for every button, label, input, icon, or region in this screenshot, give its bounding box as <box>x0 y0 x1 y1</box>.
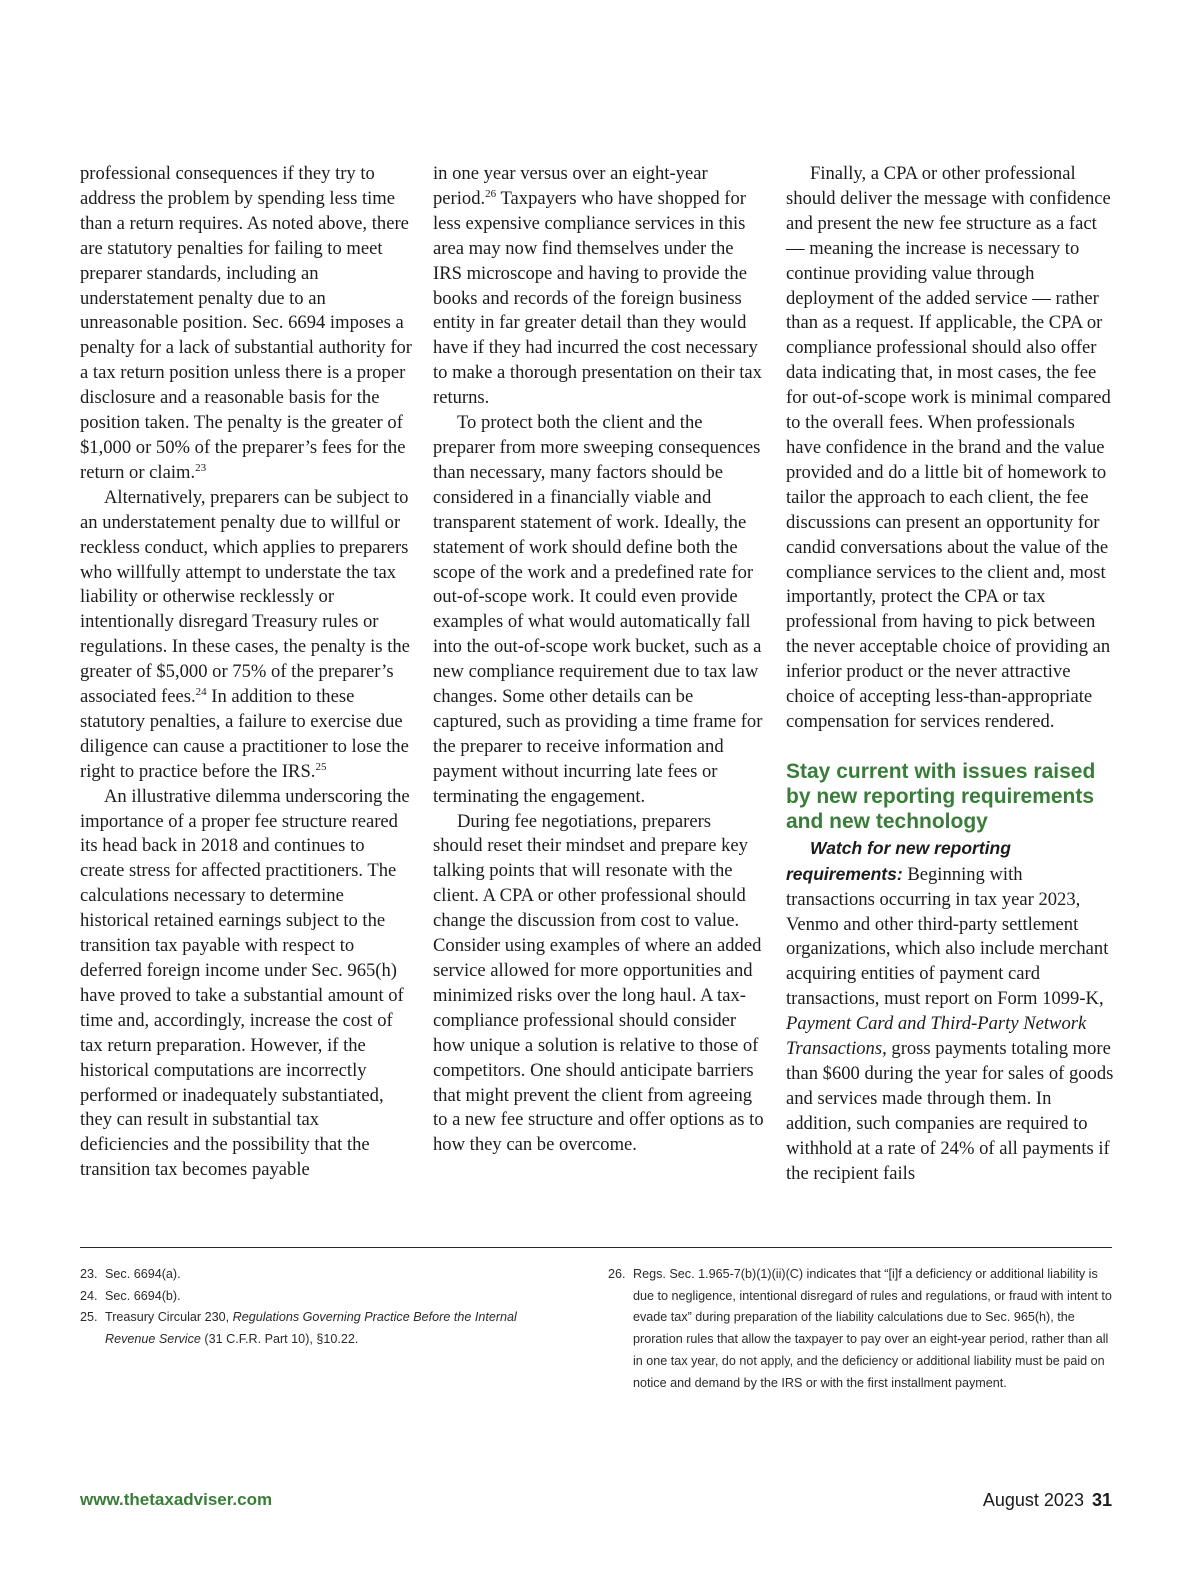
footnote-text: Sec. 6694(a). <box>105 1267 181 1281</box>
paragraph-text: Alternatively, preparers can be subject to an understatement penalty due to willful or reckless conduct, which applies to preparers who willfully attempt to understate the tax liability or otherwise recklessly or intentionally disregard Treasury rules or regulations. In these cases, the penalty is the greater of $5,000 or 75% of the preparer’s associated fees. <box>80 486 410 708</box>
footnote-text: Treasury Circular 230, <box>105 1310 233 1325</box>
page-footer <box>983 1490 1112 1511</box>
paragraph <box>433 162 765 411</box>
paragraph <box>786 836 1114 1187</box>
footnote-ref-25[interactable]: 25 <box>315 760 327 773</box>
paragraph-text: Taxpayers who have shopped for less expensive compliance services in this area may now find themselves under the IRS microscope and having to provide the books and records of the foreign business entity in far greater detail than they would have if they had incurred the cost necessary to make a thorough presentation on their tax returns. <box>433 187 762 409</box>
issue-date: August 2023 <box>982 1490 1084 1510</box>
footnotes-right <box>608 1264 1116 1394</box>
footnote-number: 23. <box>80 1267 98 1281</box>
footnote-number: 24. <box>80 1288 98 1303</box>
paragraph: To protect both the client and the preparer from more sweeping consequences than necessary, many factors should be considered in a financially viable and transparent statement of work. Ideally, the statement of work should define both the scope of the work and a predefined rate for out-of-scope work. It could even provide examples of what would automatically fall into the out-of-scope work bucket, such as a new compliance requirement due to tax law changes. Some other details can be captured, such as providing a time frame for the preparer to receive information and payment without incurring late fees or terminating the engagement. <box>433 412 763 807</box>
footnote-25 <box>80 1307 570 1350</box>
column-2 <box>433 162 765 1158</box>
paragraph-text: professional consequences if they try to address the problem by spending less time than a return requires. As noted above, there are statutory penalties for failing to meet preparer standards, including an understatement penalty due to an unreasonable position. Sec. 6694 imposes a penalty for a lack of substantial authority for a tax return position unless there is a proper disclosure and a reasonable basis for the position taken. The penalty is the greater of $1,000 or 50% of the preparer’s fees for the return or claim. <box>80 163 413 483</box>
paragraph-text: , gross payments totaling more than $600 during the year for sales of goods and services made through them. In addition, such companies are required to withhold at a rate of 24% of all payments if the recipient fails <box>786 1038 1114 1184</box>
footnote-ref-24[interactable]: 24 <box>195 686 207 699</box>
website-link[interactable]: www.thetaxadviser.com <box>80 1490 273 1509</box>
footnote-divider <box>80 1247 1112 1248</box>
footnote-number: 25. <box>80 1310 98 1325</box>
paragraph: Finally, a CPA or other professional should deliver the message with confidence and present the new fee structure as a fact — meaning the increase is necessary to continue providing value through deployment of the added service — rather than as a request. If applicable, the CPA or compliance professional should also offer data indicating that, in most cases, the fee for out-of-scope work is minimal compared to the overall fees. When professionals have confidence in the brand and the value provided and do a little bit of homework to tailor the approach to each client, the fee discussions can present an opportunity for candid conversations about the value of the compliance services to the client and, most importantly, protect the CPA or tax professional from having to pick between the never acceptable choice of providing an inferior product or the never attractive choice of accepting less-than-appropriate compensation for services rendered. <box>786 163 1111 732</box>
footnotes-left <box>80 1264 570 1351</box>
paragraph-text: Beginning with transactions occurring in tax year 2023, Venmo and other third-party settlement organizations, which also include merchant acquiring entities of payment card transactions, must report on Form 1099-K, <box>786 863 1109 1010</box>
footnote-citation-title: Regulations Governing Practice Before the Internal Revenue Service <box>105 1310 517 1347</box>
footnote-24 <box>80 1286 570 1308</box>
paragraph: An illustrative dilemma underscoring the importance of a proper fee structure reared its head back in 2018 and continues to create stress for affected practitioners. The calculations necessary to determine historical retained earnings subject to the transition tax payable with respect to deferred foreign income under Sec. 965(h) have proved to take a substantial amount of time and, accordingly, increase the cost of tax return preparation. However, if the historical computations are incorrectly performed or inadequately substantiated, they can result in substantial tax deficiencies and the possibility that the transition tax becomes payable <box>80 785 410 1181</box>
footnote-text: Regs. Sec. 1.965-7(b)(1)(ii)(C) indicates that “[i]f a deficiency or additional liability is due to negligence, intentional disregard of rules and regulations, or fraud with intent to evade tax” during preparation of the liability calculations due to Sec. 965(h), the proration rules that allow the taxpayer to pay over an eight-year period, rather than all in one tax year, do not apply, and the deficiency or additional liability must be paid on notice and demand by the IRS or with the first installment payment. <box>633 1267 1112 1390</box>
paragraph <box>80 486 412 785</box>
footnote-ref-26[interactable]: 26 <box>485 187 497 200</box>
footnote-text: (31 C.F.R. Part 10), §10.22. <box>200 1332 359 1347</box>
footnote-26 <box>608 1264 1116 1394</box>
column-1 <box>80 162 412 1183</box>
paragraph-text: in one year versus over an eight-year period. <box>433 163 708 209</box>
footnote-ref-23[interactable]: 23 <box>195 461 207 474</box>
footnote-23 <box>80 1264 570 1286</box>
paragraph <box>80 162 412 486</box>
form-title: Payment Card and Third-Party Network Transactions <box>786 1013 1087 1060</box>
footnote-number: 26. <box>608 1267 626 1281</box>
paragraph-text: In addition to these statutory penalties, a failure to exercise due diligence can cause a practitioner to lose the right to practice before the IRS. <box>80 686 409 782</box>
paragraph: During fee negotiations, preparers should reset their mindset and prepare key talking points that will resonate with the client. A CPA or other professional should change the discussion from cost to value. Consider using examples of where an added service allowed for more opportunities and minimized risks over the long haul. A tax-compliance professional should consider how unique a solution is relative to those of competitors. One should anticipate barriers that might prevent the client from agreeing to a new fee structure and offer options as to how they can be overcome. <box>433 810 764 1156</box>
page-number: 31 <box>1091 1490 1112 1510</box>
section-heading: Stay current with issues raised by new reporting requirements and new technology <box>786 759 1096 833</box>
run-in-heading: Watch for new reporting requirements: <box>786 837 1011 884</box>
footnote-text: Sec. 6694(b). <box>105 1288 181 1303</box>
column-3 <box>786 162 1114 1187</box>
